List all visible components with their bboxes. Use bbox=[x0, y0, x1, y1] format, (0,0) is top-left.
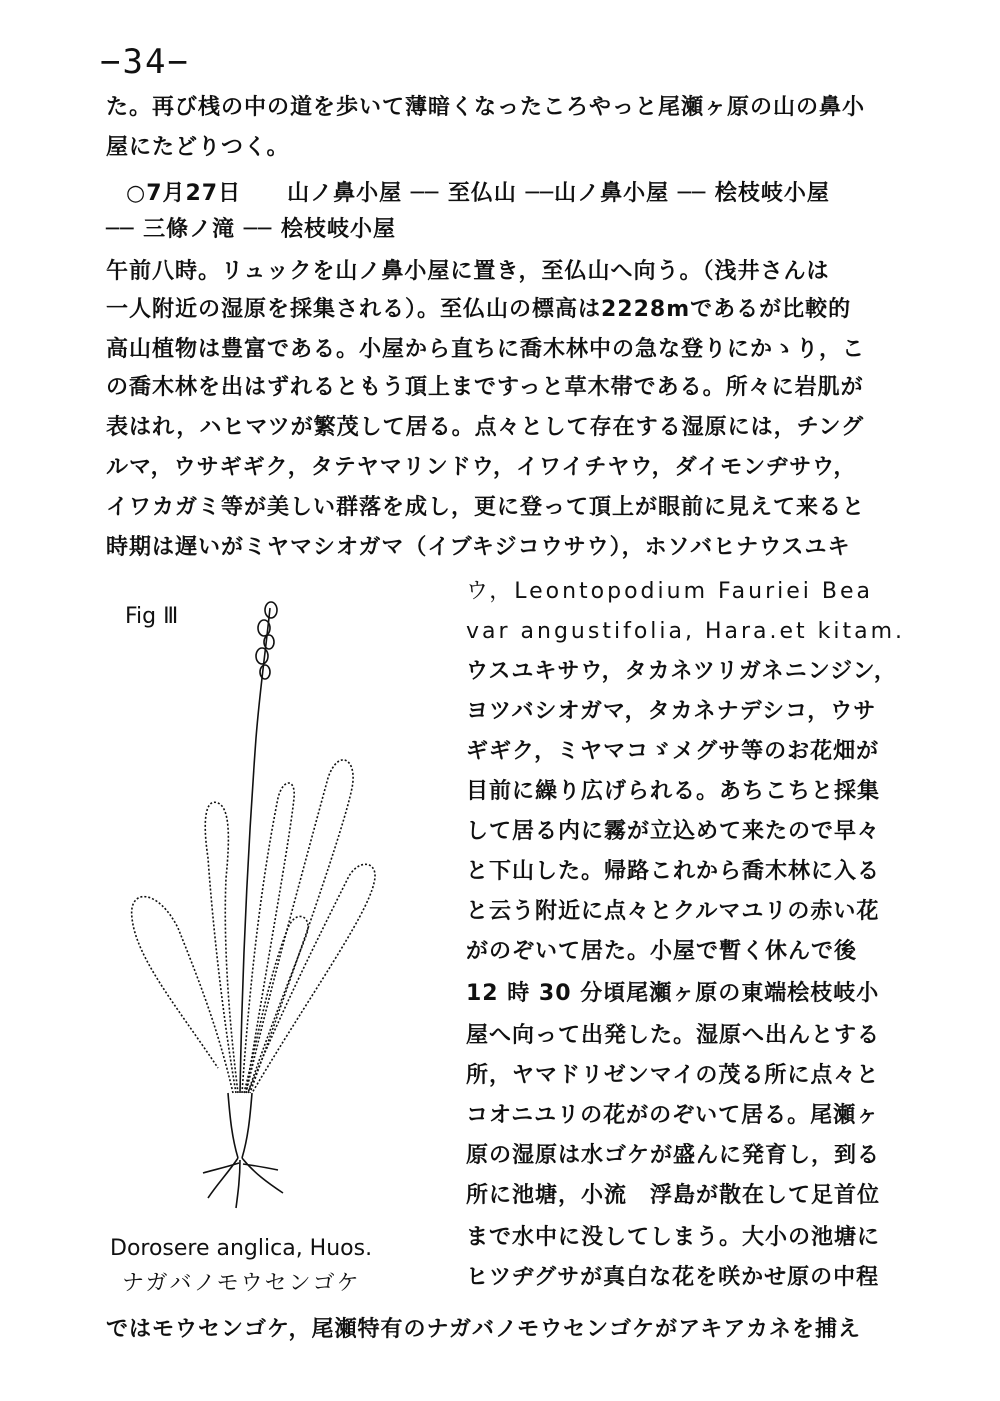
text-line: ウ，Leontopodium Fauriei Bea bbox=[466, 579, 873, 604]
entry-heading-line: ── 三條ノ滝 ── 桧枝岐小屋 bbox=[106, 217, 396, 242]
text-line: 一人附近の湿原を採集される）。至仏山の標高は2228mであるが比較的 bbox=[106, 297, 852, 322]
figure-label: Fig Ⅲ bbox=[125, 604, 179, 629]
text-line: イワカガミ等が美しい群落を成し，更に登って頂上が眼前に見えて来ると bbox=[106, 495, 866, 520]
text-line: 12 時 30 分頃尾瀬ヶ原の東端桧枝岐小 bbox=[466, 981, 880, 1006]
text-line: 高山植物は豊富である。小屋から直ちに喬木林中の急な登りにかゝり，こ bbox=[106, 337, 866, 362]
text-line: た。再び桟の中の道を歩いて薄暗くなったころやっと尾瀬ヶ原の山の鼻小 bbox=[106, 95, 866, 120]
text-line: ヒツヂグサが真白な花を咲かせ原の中程 bbox=[466, 1265, 880, 1290]
text-line: 午前八時。リュックを山ノ鼻小屋に置き，至仏山へ向う。（浅井さんは bbox=[106, 259, 830, 284]
figure-caption-japanese: ナガバノモウセンゴケ bbox=[122, 1271, 361, 1296]
text-line: ヨツバシオガマ，タカネナデシコ，ウサ bbox=[466, 699, 877, 724]
text-line: ルマ，ウサギギク，タテヤマリンドウ，イワイチヤウ，ダイモンヂサウ， bbox=[106, 455, 857, 480]
text-line: 所に池塘，小流 浮島が散在して足首位 bbox=[466, 1183, 881, 1208]
text-line: 屋にたどりつく。 bbox=[106, 135, 290, 160]
text-line: 目前に繰り広げられる。あちこちと採集 bbox=[466, 779, 881, 804]
entry-heading-line: ○7月27日 山ノ鼻小屋 ── 至仏山 ──山ノ鼻小屋 ── 桧枝岐小屋 bbox=[126, 181, 830, 206]
text-line: まで水中に没してしまう。大小の池塘に bbox=[466, 1225, 881, 1250]
page-number: −34− bbox=[100, 42, 190, 82]
text-line: と下山した。帰路これから喬木林に入る bbox=[466, 859, 881, 884]
text-line: ギギク，ミヤマコゞメグサ等のお花畑が bbox=[466, 739, 880, 764]
text-line: の喬木林を出はずれるともう頂上まですっと草木帯である。所々に岩肌が bbox=[106, 375, 864, 400]
text-line: がのぞいて居た。小屋で暫く休んで後 bbox=[466, 939, 858, 964]
text-line: 屋へ向って出発した。湿原へ出んとする bbox=[466, 1023, 881, 1048]
text-line: var angustifolia, Hara.et kitam. bbox=[466, 619, 906, 644]
text-line: コオニユリの花がのぞいて居る。尾瀬ヶ bbox=[466, 1103, 880, 1128]
text-line: ではモウセンゴケ，尾瀬特有のナガバノモウセンゴケがアキアカネを捕え bbox=[106, 1317, 862, 1342]
text-line: ウスユキサウ，タカネツリガネニンジン， bbox=[466, 659, 897, 684]
text-line: 所，ヤマドリゼンマイの茂る所に点々と bbox=[466, 1063, 880, 1088]
text-line: 原の湿原は水ゴケが盛んに発育し，到る bbox=[466, 1143, 881, 1168]
figure-caption-latin: Dorosere anglica, Huos. bbox=[110, 1236, 373, 1261]
text-line: 表はれ，ハヒマツが繁茂して居る。点々として存在する湿原には，チング bbox=[106, 415, 865, 440]
text-line: 時期は遅いがミヤマシオガマ（イブキジコウサウ），ホソバヒナウスユキ bbox=[106, 535, 851, 560]
text-line: と云う附近に点々とクルマユリの赤い花 bbox=[466, 899, 880, 924]
sundew-plant-illustration bbox=[118, 598, 388, 1218]
text-line: して居る内に霧が立込めて来たので早々 bbox=[466, 819, 881, 844]
